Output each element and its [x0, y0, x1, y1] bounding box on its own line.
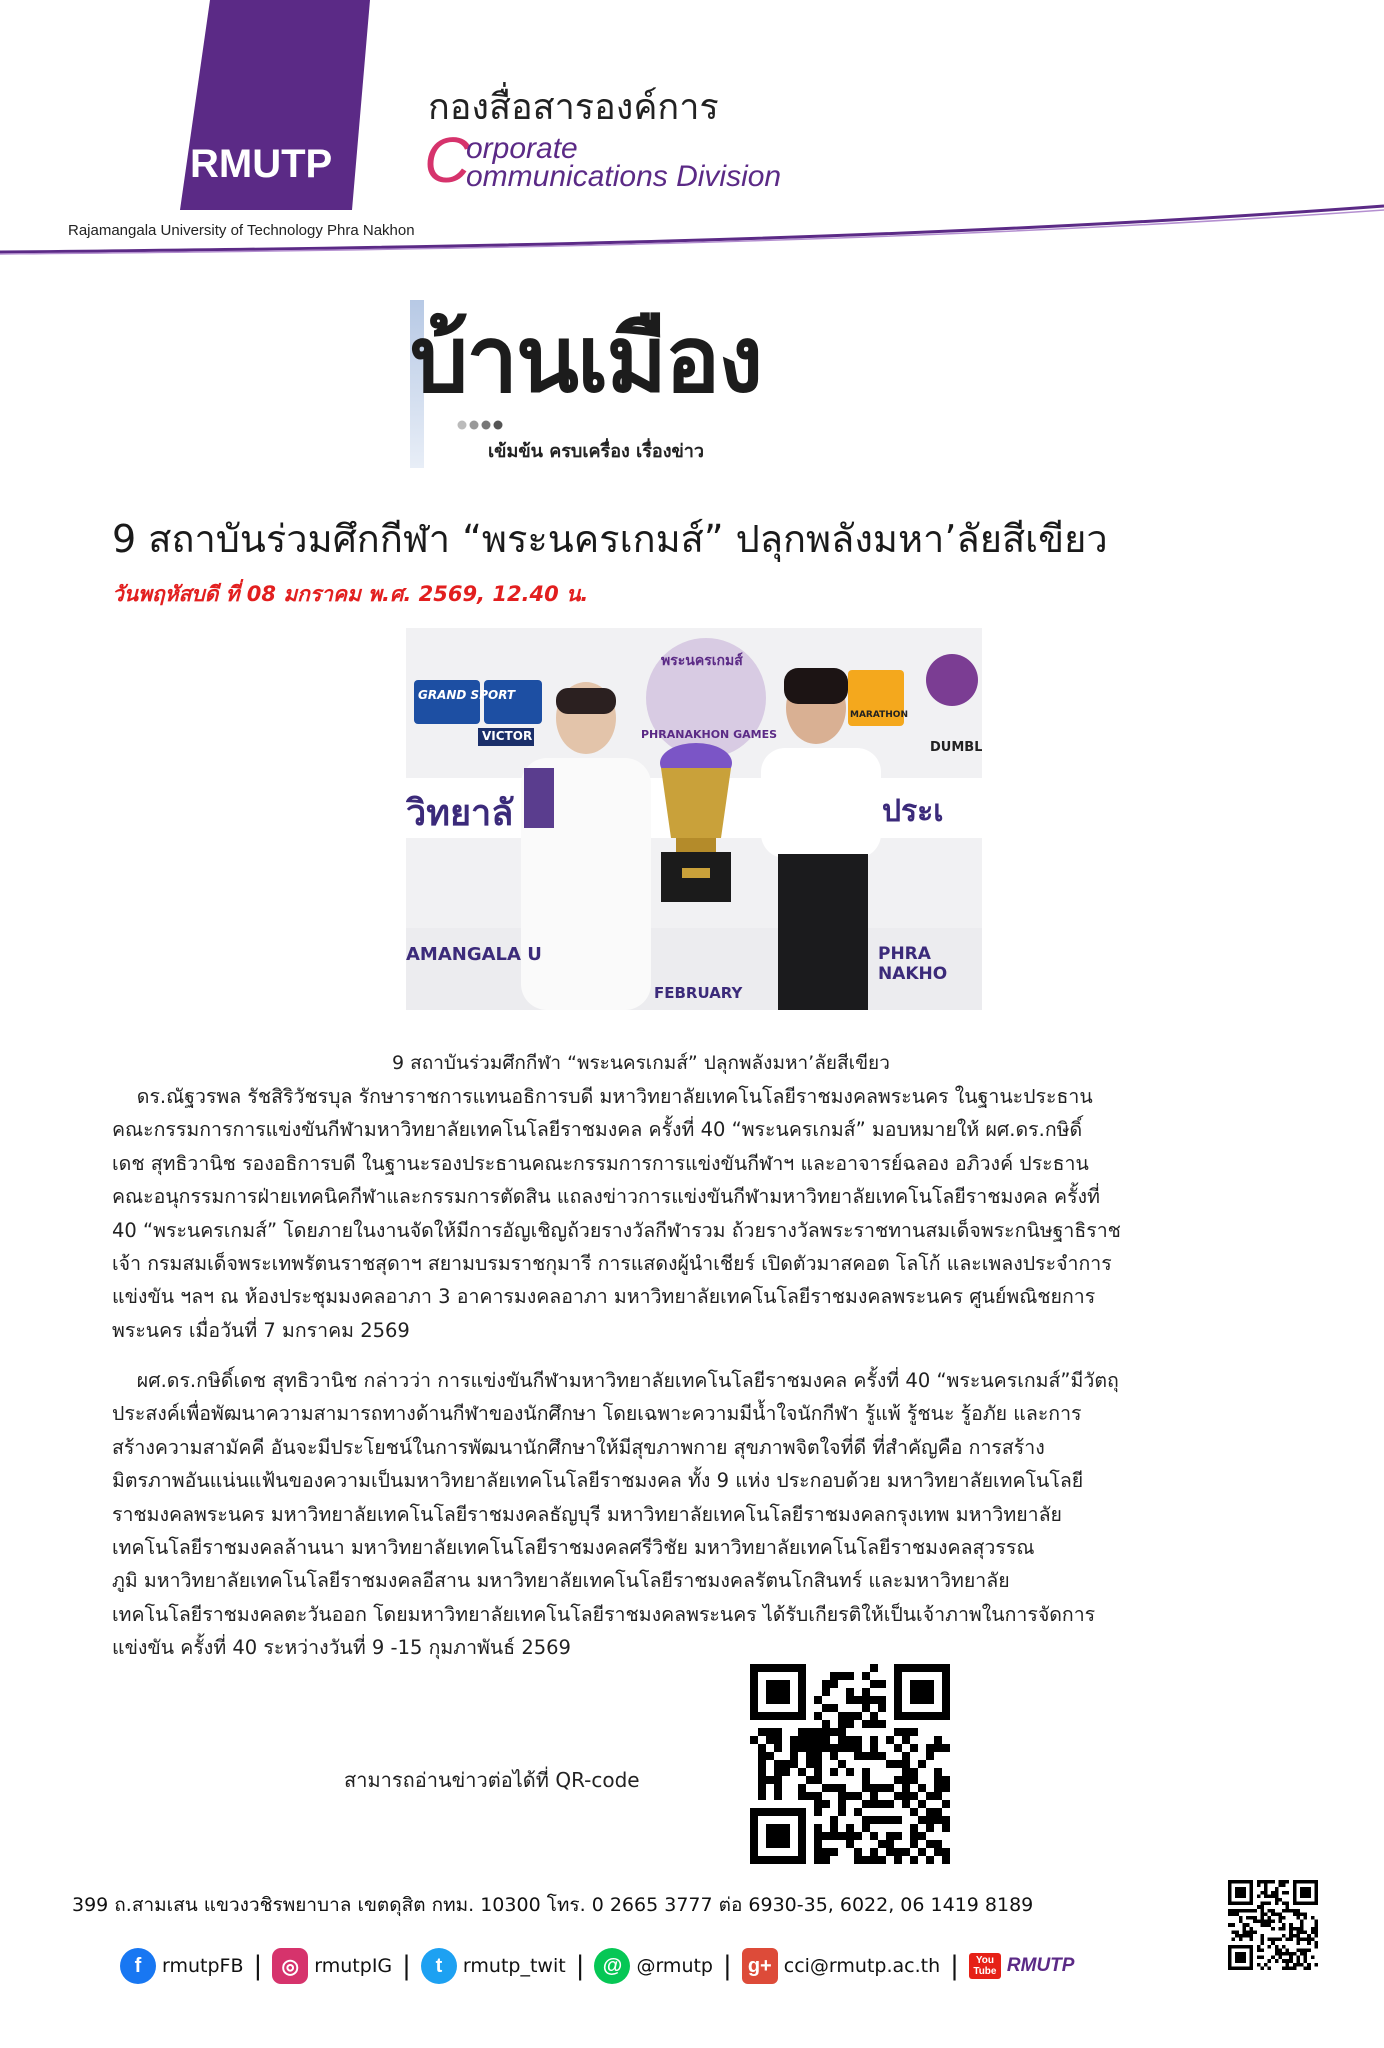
separator: |: [575, 1951, 585, 1981]
division-en-line1: orporate: [466, 132, 578, 165]
division-title-thai: กองสื่อสารองค์การ: [428, 87, 719, 128]
body-line: ดร.ณัฐวรพล รัชสิริวัชรบุล รักษาราชการแทนอธิการบดี มหาวิทยาลัยเทคโนโลยีราชมงคลพระนคร ในฐานะประธาน: [112, 1085, 1093, 1108]
division-initial-letter: C: [424, 124, 471, 196]
newspaper-dots-icon: [456, 418, 516, 432]
body-line: ผศ.ดร.กษิดิ์เดช สุทธิวานิช กล่าวว่า การแข่งขันกีฬามหาวิทยาลัยเทคโนโลยีราชมงคล ครั้งที่ 40 “พระนครเกมส์”มีวัตถุ: [112, 1369, 1119, 1392]
twitter-icon: t: [421, 1948, 457, 1984]
article-paragraph-2: [112, 1364, 1312, 1665]
newspaper-logo: บ้านเมือง: [410, 306, 762, 413]
body-line: เทคโนโลยีราชมงคลล้านนา มหาวิทยาลัยเทคโนโลยีราชมงคลศรีวิชัย มหาวิทยาลัยเทคโนโลยีราชมงคลสุวรรณ: [112, 1536, 1035, 1560]
banner-event-thai: พระนครเกมส์: [661, 653, 743, 669]
body-line: พระนคร เมื่อวันที่ 7 มกราคม 2569: [112, 1318, 410, 1342]
banner-grand-sport: GRAND SPORT: [418, 688, 516, 702]
body-line: เทคโนโลยีราชมงคลตะวันออก โดยมหาวิทยาลัยเทคโนโลยีราชมงคลพระนคร ได้รับเกียรติให้เป็นเจ้าภาพในการจัดการ: [112, 1602, 1096, 1626]
article-dateline: วันพฤหัสบดี ที่ 08 มกราคม พ.ศ. 2569, 12.40 น.: [112, 582, 589, 606]
social-line[interactable]: [594, 1948, 713, 1984]
banner-left-en: AMANGALA U: [406, 944, 542, 965]
division-en-line2: ommunications Division: [466, 160, 782, 193]
social-label: RMUTP: [1006, 1955, 1075, 1976]
banner-dumbl: DUMBL: [930, 740, 982, 755]
social-facebook[interactable]: [120, 1948, 244, 1984]
line-icon: @: [594, 1948, 630, 1984]
qr-note: สามารถอ่านข่าวต่อได้ที่ QR-code: [344, 1768, 640, 1792]
article-photo: [406, 628, 982, 1010]
body-line: ประสงค์เพื่อพัฒนาความสามารถทางด้านกีฬาของนักศึกษา โดยเฉพาะความมีน้ำใจนักกีฬา รู้แพ้ รู้ชนะ รู้อภัย และการ: [112, 1402, 1082, 1426]
social-twitter[interactable]: [421, 1948, 566, 1984]
banner-event-en: PHRANAKHON GAMES: [641, 728, 778, 741]
youtube-prefix: You Tube: [969, 1953, 1001, 1979]
article-paragraph-1: [112, 1080, 1312, 1347]
body-line: คณะกรรมการการแข่งขันกีฬามหาวิทยาลัยเทคโนโลยีราชมงคล ครั้งที่ 40 “พระนครเกมส์” มอบหมายให้ ผศ.ดร.กษิดิ์: [112, 1118, 1083, 1142]
social-links: [120, 1944, 1074, 1988]
instagram-icon: ◎: [272, 1948, 308, 1984]
facebook-icon: f: [120, 1948, 156, 1984]
banner-left-thai: วิทยาลั: [406, 793, 514, 834]
body-line: แข่งขัน ครั้งที่ 40 ระหว่างวันที่ 9 -15 กุมภาพันธ์ 2569: [112, 1636, 571, 1660]
banner-right-thai: ประเ: [882, 794, 944, 829]
social-label: @rmutp: [636, 1955, 713, 1977]
newspaper-tagline: เข้มข้น ครบเครื่อง เรื่องข่าว: [488, 441, 704, 462]
social-label: rmutpFB: [162, 1955, 244, 1977]
header-swoosh-line: [0, 196, 1384, 256]
banner-right-en: PHRA NAKHO: [878, 944, 948, 984]
banner-marathon: MARATHON: [850, 710, 908, 720]
banner-victor: VICTOR: [482, 729, 533, 743]
social-email[interactable]: [742, 1948, 940, 1984]
body-line: สร้างความสามัคคี อันจะมีประโยชน์ในการพัฒนานักศึกษาให้มีสุขภาพกาย สุขภาพจิตใจที่ดี ที่สำคัญคือ การสร้าง: [112, 1435, 1045, 1459]
social-instagram[interactable]: [272, 1948, 392, 1984]
social-label: cci@rmutp.ac.th: [783, 1955, 941, 1977]
article-headline: 9 สถาบันร่วมศึกกีฬา “พระนครเกมส์” ปลุกพลังมหา’ลัยสีเขียว: [112, 517, 1108, 561]
body-line: 40 “พระนครเกมส์” โดยภายในงานจัดให้มีการอัญเชิญถ้วยรางวัลกีฬารวม ถ้วยรางวัลพระราชทานสมเด็จพระกนิษฐาธิราช: [112, 1218, 1121, 1242]
banner-february: FEBRUARY: [654, 984, 743, 1002]
footer-address: 399 ถ.สามเสน แขวงวชิรพยาบาล เขตดุสิต กทม. 10300 โทร. 0 2665 3777 ต่อ 6930-35, 6022, 06 1419 8189: [72, 1894, 1034, 1916]
body-line: ราชมงคลพระนคร มหาวิทยาลัยเทคโนโลยีราชมงคลธัญบุรี มหาวิทยาลัยเทคโนโลยีราชมงคลกรุงเทพ มหาวิทยาลัย: [112, 1502, 1062, 1526]
separator: |: [950, 1951, 959, 1981]
body-line: มิตรภาพอันแน่นแฟ้นของความเป็นมหาวิทยาลัยเทคโนโลยีราชมงคล ทั้ง 9 แห่ง ประกอบด้วย มหาวิทยาลัยเทคโนโลยี: [112, 1469, 1084, 1493]
googleplus-icon: g+: [742, 1948, 778, 1984]
university-name: Rajamangala University of Technology Phra Nakhon: [68, 222, 415, 239]
photo-caption: 9 สถาบันร่วมศึกกีฬา “พระนครเกมส์” ปลุกพลังมหา’ลัยสีเขียว: [392, 1052, 890, 1074]
rmutp-logo-text: RMUTP: [190, 142, 333, 186]
social-label: rmutpIG: [314, 1955, 393, 1977]
body-line: คณะอนุกรรมการฝ่ายเทคนิคกีฬาและกรรมการตัดสิน แถลงข่าวการแข่งขันกีฬามหาวิทยาลัยเทคโนโลยีราชมงคล ครั้งที่: [112, 1185, 1100, 1209]
article-qr-code-icon[interactable]: [750, 1664, 950, 1864]
body-line: เจ้า กรมสมเด็จพระเทพรัตนราชสุดาฯ สยามบรมราชกุมารี การแสดงผู้นำเชียร์ เปิดตัวมาสคอต โลโก้ และเพลงประจำการ: [112, 1252, 1112, 1276]
footer-qr-code-icon[interactable]: [1228, 1880, 1318, 1970]
separator: |: [723, 1951, 732, 1981]
social-label: rmutp_twit: [462, 1955, 566, 1977]
body-line: ภูมิ มหาวิทยาลัยเทคโนโลยีราชมงคลอีสาน มหาวิทยาลัยเทคโนโลยีราชมงคลรัตนโกสินทร์ และมหาวิทยาลัย: [112, 1569, 1010, 1593]
separator: |: [402, 1951, 411, 1981]
social-youtube[interactable]: [969, 1953, 1075, 1979]
body-line: แข่งขัน ฯลฯ ณ ห้องประชุมมงคลอาภา 3 อาคารมงคลอาภา มหาวิทยาลัยเทคโนโลยีราชมงคลพระนคร ศูนย์พณิชยการ: [112, 1285, 1096, 1309]
separator: |: [253, 1951, 263, 1981]
youtube-icon: [969, 1953, 1001, 1979]
body-line: เดช สุทธิวานิช รองอธิการบดี ในฐานะรองประธานคณะกรรมการการแข่งขันกีฬาฯ และอาจารย์ฉลอง อภิวงค์ ประธาน: [112, 1151, 1089, 1175]
